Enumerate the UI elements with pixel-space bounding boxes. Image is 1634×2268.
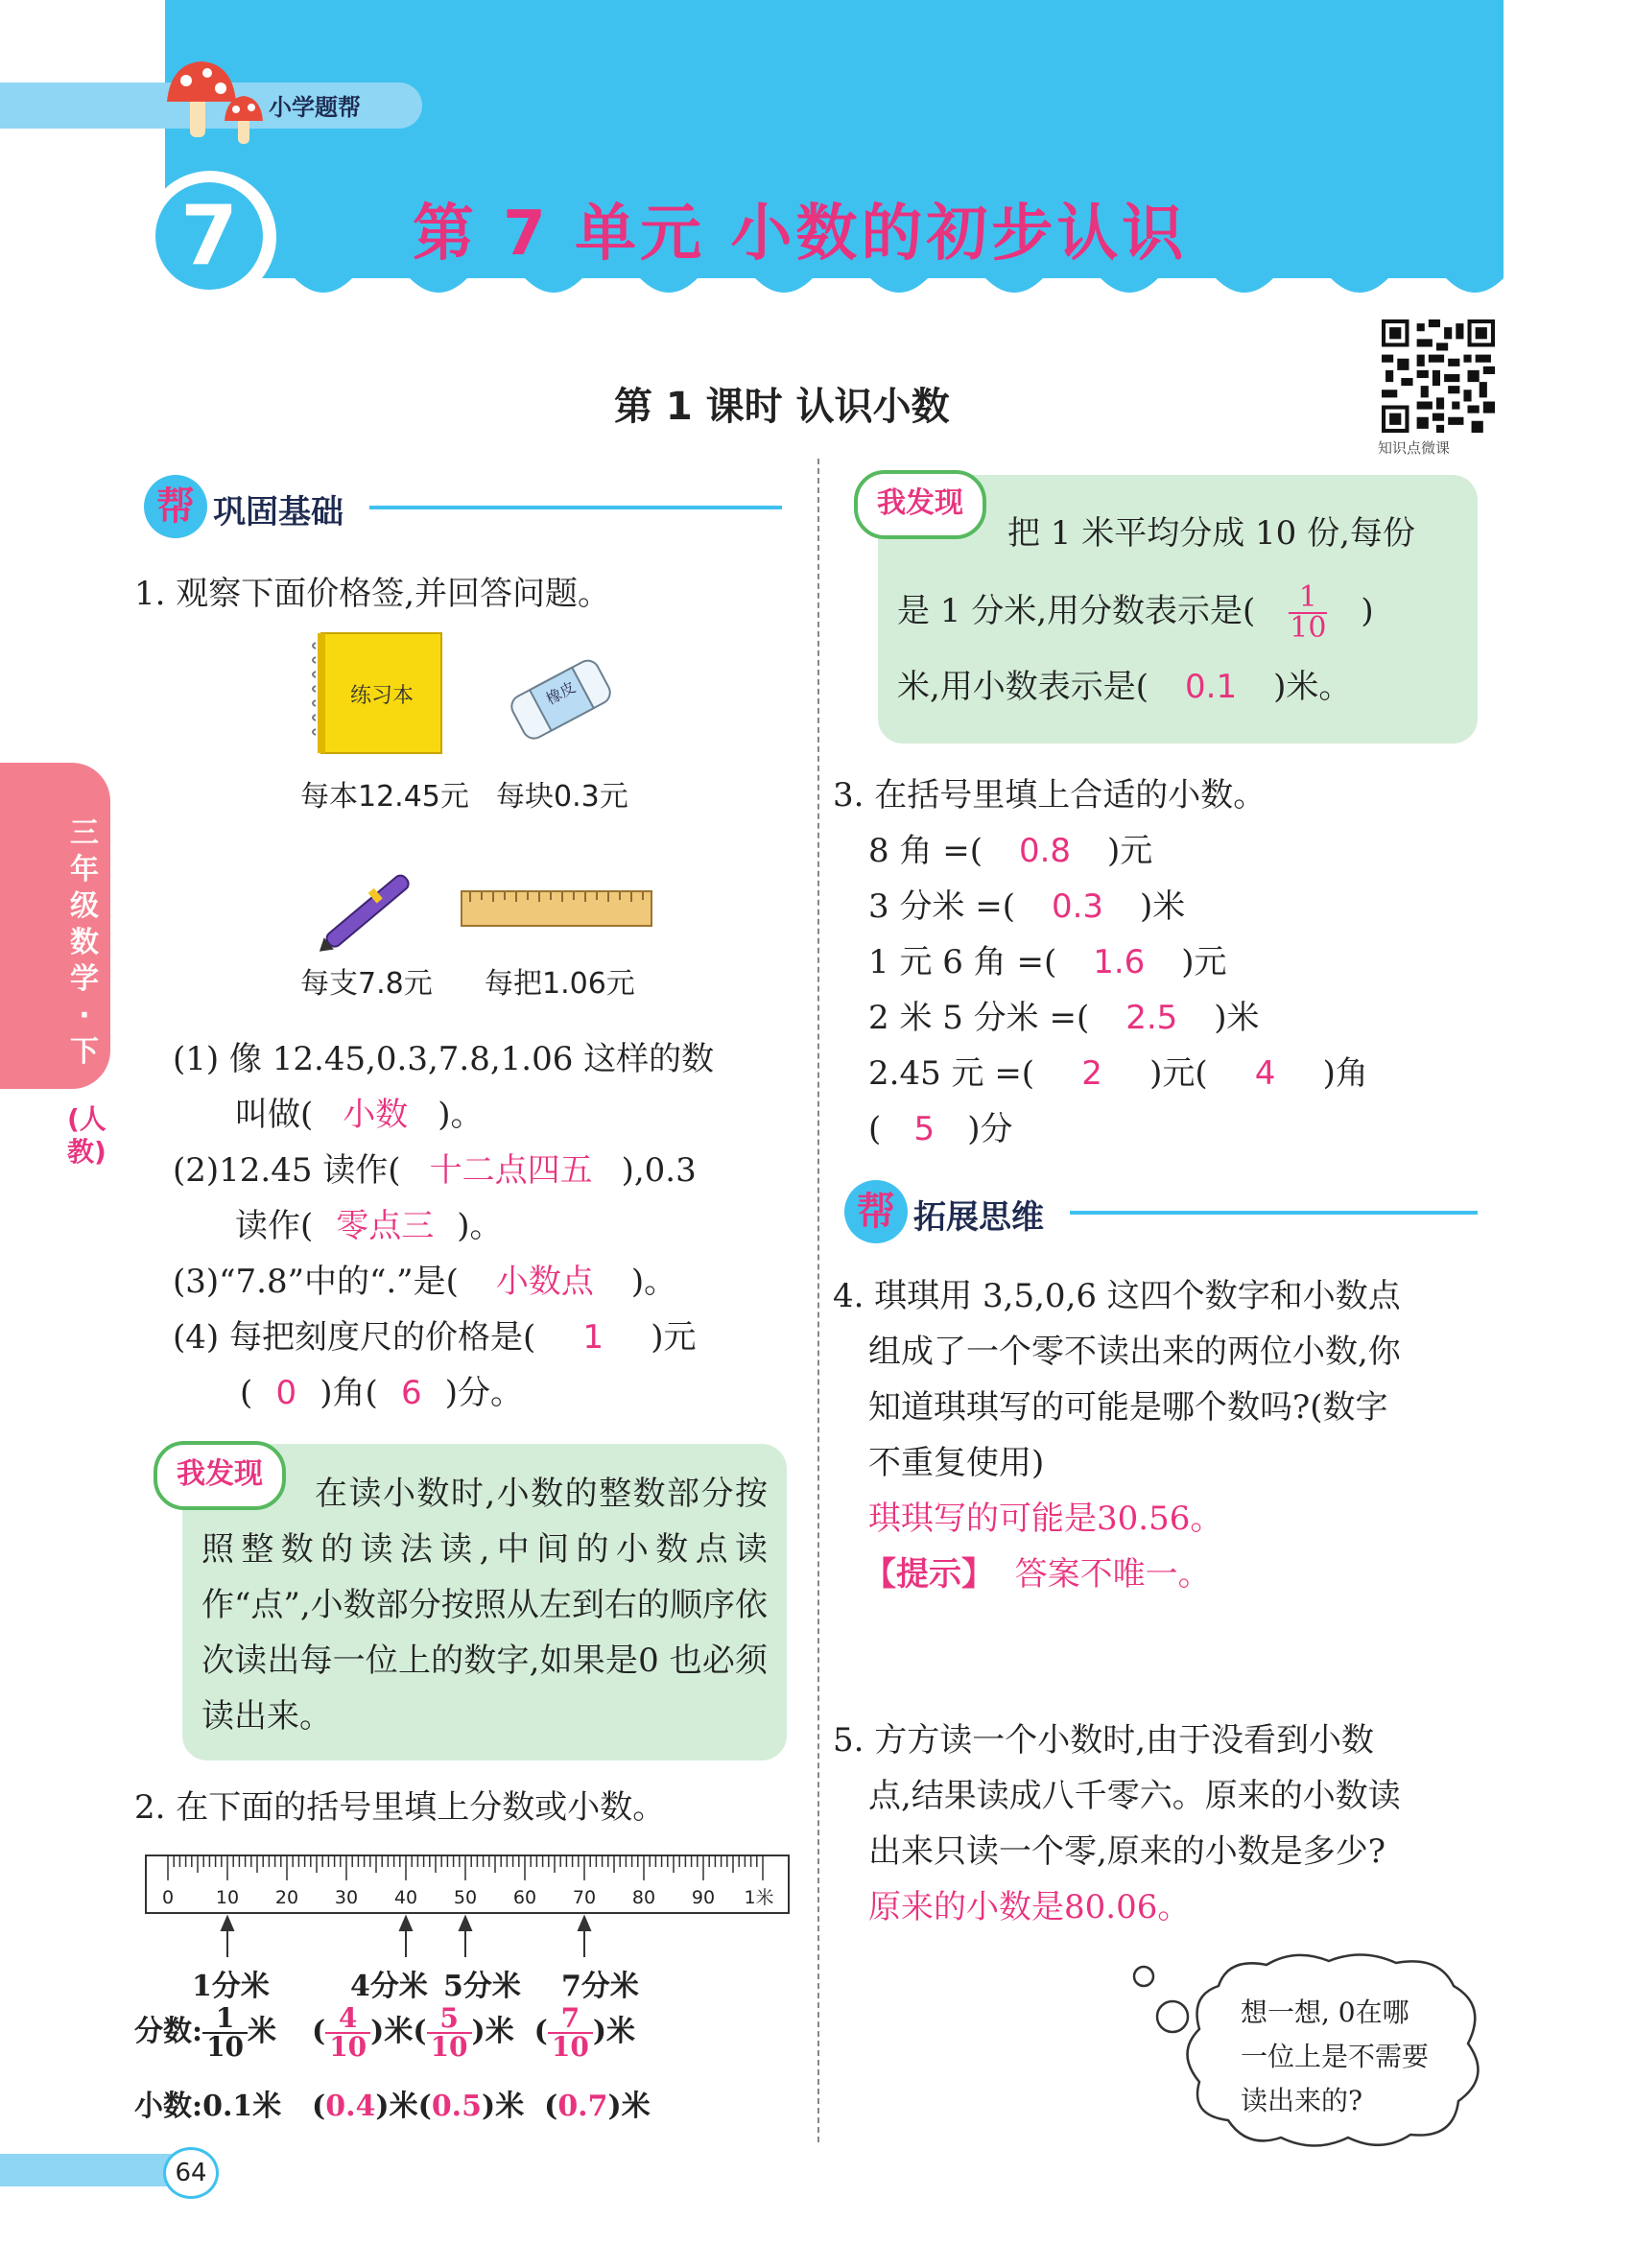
answer: 2 xyxy=(1081,1054,1102,1093)
meter-ruler xyxy=(144,1854,796,1978)
q1-part2-line1: (2)12.45 读作( 十二点四五 ),0.3 xyxy=(173,1143,697,1198)
unit-title: 第 7 单元 小数的初步认识 xyxy=(413,199,1188,270)
q4-answer: 琪琪写的可能是30.56。 xyxy=(868,1500,1223,1538)
q2-stem: 2. 在下面的括号里填上分数或小数。 xyxy=(134,1788,666,1827)
pen-icon xyxy=(312,854,427,964)
notebook-price: 每本12.45元 xyxy=(300,780,469,814)
ruler-tick-label: 70 xyxy=(572,1887,597,1908)
answer: 0.8 xyxy=(1018,832,1072,870)
ruler-tick-label: 50 xyxy=(453,1887,478,1908)
discovery-bubble-1: 我发现 xyxy=(154,1441,286,1510)
page-number: 64 xyxy=(163,2147,219,2199)
ruler-arrow-head xyxy=(460,1917,471,1930)
answer: 6 xyxy=(400,1374,422,1412)
mark-5dm: 5分米 xyxy=(443,1970,521,2003)
ruler-tick-label: 0 xyxy=(161,1887,175,1908)
ruler-tick-label: 1米 xyxy=(744,1887,774,1908)
q5-line1: 5. 方方读一个小数时,由于没看到小数 xyxy=(833,1721,1375,1760)
mark-7dm: 7分米 xyxy=(561,1970,639,2003)
q1-part4-line2: ( 0 )角( 6 )分。 xyxy=(240,1365,523,1421)
qr-code-icon[interactable] xyxy=(1382,319,1495,433)
fraction-row: 分数: $\frac{1}{10}$ 米 xyxy=(134,2002,277,2063)
answer: 0.4 xyxy=(325,2090,376,2123)
section-line xyxy=(1070,1211,1478,1215)
q4-line1: 4. 琪琪用 3,5,0,6 这四个数字和小数点 xyxy=(833,1277,1401,1315)
ruler-tick-label: 80 xyxy=(631,1887,656,1908)
answer: 小数点 xyxy=(495,1263,594,1301)
answer-fraction: $\frac{1}{10}$ xyxy=(1290,580,1327,645)
q5-line2: 点,结果读成八千零六。原来的小数读 xyxy=(868,1777,1401,1815)
q3-row-4: 2 米 5 分米 =( 2.5 )米 xyxy=(868,990,1260,1046)
ruler-price: 每把1.06元 xyxy=(485,967,635,1001)
ruler-arrow-head xyxy=(400,1917,412,1930)
answer-fraction: $\frac{4}{10}$ xyxy=(325,2005,370,2061)
fraction-answers: ( $\frac{4}{10}$ )米( $\frac{5}{10}$ )米 ( $\frac{7}{10}$ )米 xyxy=(312,2002,636,2063)
answer: 1 xyxy=(582,1318,604,1357)
section-title-basic: 巩固基础 xyxy=(213,493,343,532)
q5-line3: 出来只读一个零,原来的小数是多少? xyxy=(868,1832,1386,1871)
answer: 0.1 xyxy=(1185,668,1238,706)
ruler-tick-label: 10 xyxy=(215,1887,240,1908)
thought-text: 想一想, 0在哪 一位上是不需要 读出来的? xyxy=(1241,1996,1430,2116)
answer: 2.5 xyxy=(1125,999,1178,1037)
q3-row-3: 1 元 6 角 =( 1.6 )元 xyxy=(868,934,1227,990)
given-fraction: $\frac{1}{10}$ xyxy=(202,2005,248,2061)
section-line xyxy=(369,506,782,509)
ruler-arrow-head xyxy=(579,1917,590,1930)
answer: 零点三 xyxy=(336,1207,435,1245)
decimal-row: 小数:0.1米 xyxy=(134,2090,282,2123)
q1-part3: (3)“7.8”中的“.”是( 小数点 )。 xyxy=(173,1254,676,1310)
mushroom-logo-icon xyxy=(163,56,273,152)
edition-label: (人教) xyxy=(67,1103,107,1168)
q3-stem: 3. 在括号里填上合适的小数。 xyxy=(833,776,1267,815)
q3-row-6: ( 5 )分 xyxy=(868,1101,1013,1157)
answer: 5 xyxy=(913,1110,935,1148)
answer-fraction: $\frac{7}{10}$ xyxy=(548,2005,593,2061)
decimal-answers: (0.4)米(0.5)米 (0.7)米 xyxy=(312,2090,651,2123)
answer: 小数 xyxy=(343,1096,409,1134)
q1-part1-line1: (1) 像 12.45,0.3,7.8,1.06 这样的数 xyxy=(173,1040,715,1078)
q4-line4: 不重复使用) xyxy=(868,1444,1045,1482)
ruler-tick-label: 40 xyxy=(393,1887,418,1908)
q4-line3: 知道琪琪写的可能是哪个数吗?(数字 xyxy=(868,1388,1388,1427)
unit-number: 7 xyxy=(155,182,263,290)
discovery-text-1: 在读小数时,小数的整数部分按照整数的读法读,中间的小数点读作“点”,小数部分按照从左到右的顺序依次读出每一位上的数字,如果是0 也必须读出来。 xyxy=(201,1475,768,1736)
q1-part2-line2: 读作( 零点三 )。 xyxy=(235,1198,503,1254)
ruler-icon xyxy=(461,890,652,927)
section-title-extend: 拓展思维 xyxy=(913,1198,1044,1237)
grade-label: 三年级数学·下 xyxy=(70,816,99,1069)
discovery2-line2: 是 1 分米,用分数表示是( $\frac{1}{10}$ ) xyxy=(897,580,1374,645)
section-badge: 帮 xyxy=(844,1180,908,1243)
ruler-tick-label: 30 xyxy=(334,1887,359,1908)
answer: 1.6 xyxy=(1093,943,1146,981)
q5-answer: 原来的小数是80.06。 xyxy=(868,1888,1191,1926)
lesson-title: 第 1 课时 认识小数 xyxy=(614,385,950,429)
q4-line2: 组成了一个零不读出来的两位小数,你 xyxy=(868,1333,1401,1371)
q1-part1-line2: 叫做( 小数 )。 xyxy=(235,1087,484,1143)
notebook-label: 练习本 xyxy=(350,684,414,708)
ruler-tick-label: 60 xyxy=(512,1887,537,1908)
answer: 0.3 xyxy=(1051,887,1104,926)
discovery2-line1: 把 1 米平均分成 10 份,每份 xyxy=(1007,514,1415,553)
q3-row-1: 8 角 =( 0.8 )元 xyxy=(868,823,1152,879)
q3-row-2: 3 分米 =( 0.3 )米 xyxy=(868,879,1185,934)
qr-label: 知识点微课 xyxy=(1378,439,1451,457)
answer: 0.5 xyxy=(431,2090,483,2123)
pen-price: 每支7.8元 xyxy=(300,967,433,1001)
ruler-arrow-head xyxy=(222,1917,233,1930)
eraser-price: 每块0.3元 xyxy=(496,780,628,814)
answer: 4 xyxy=(1254,1054,1276,1093)
mark-1dm: 1分米 xyxy=(192,1970,270,2003)
eraser-label: 橡皮 xyxy=(542,677,580,709)
section-badge: 帮 xyxy=(144,475,207,538)
answer: 十二点四五 xyxy=(429,1151,593,1190)
q4-hint: 【提示】 答案不唯一。 xyxy=(864,1555,1211,1594)
ruler-tick-label: 90 xyxy=(691,1887,716,1908)
q3-row-5: 2.45 元 =( 2 )元( 4 )角 xyxy=(868,1046,1368,1101)
q1-stem: 1. 观察下面价格签,并回答问题。 xyxy=(134,575,611,613)
brand-name: 小学题帮 xyxy=(269,94,361,121)
q1-part4-line1: (4) 每把刻度尺的价格是( 1 )元 xyxy=(173,1310,697,1365)
answer: 0.7 xyxy=(557,2090,608,2123)
discovery-bubble-2: 我发现 xyxy=(854,470,986,539)
column-divider xyxy=(817,459,819,2142)
answer: 0 xyxy=(275,1374,297,1412)
answer-fraction: $\frac{5}{10}$ xyxy=(427,2005,472,2061)
mark-4dm: 4分米 xyxy=(350,1970,428,2003)
ruler-tick-label: 20 xyxy=(274,1887,299,1908)
discovery2-line3: 米,用小数表示是( 0.1 )米。 xyxy=(897,659,1351,715)
